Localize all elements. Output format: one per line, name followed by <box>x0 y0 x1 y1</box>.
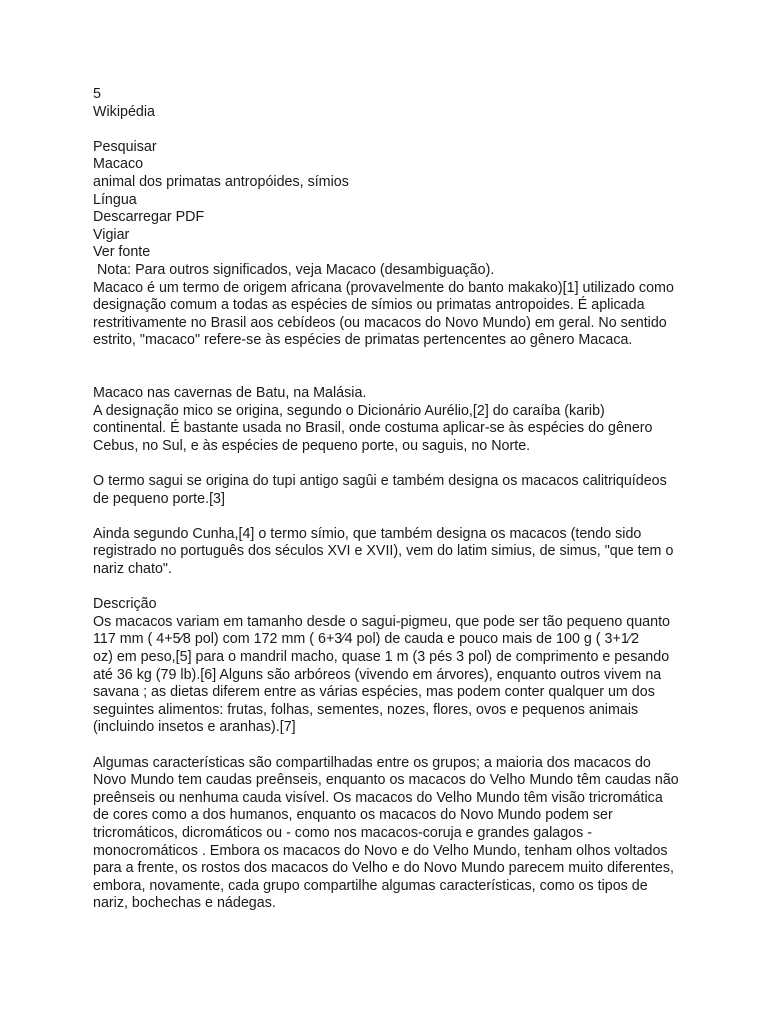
paragraph-line: embora, novamente, cada grupo compartilhe algumas características, como os tipos de <box>93 877 648 894</box>
image-caption: Macaco nas cavernas de Batu, na Malásia. <box>93 385 367 402</box>
spacer <box>93 368 693 386</box>
paragraph-line: estrito, "macaco" refere-se às espécies de primatas pertencentes ao gênero Macaca. <box>93 332 633 349</box>
paragraph-line: restritivamente no Brasil aos cebídeos (ou macacos do Novo Mundo) em geral. No sentido <box>93 314 667 331</box>
spacer <box>93 455 693 473</box>
download-pdf-link[interactable]: Descarregar PDF <box>93 209 205 226</box>
language-link[interactable]: Língua <box>93 191 137 208</box>
mico-paragraph <box>93 403 693 456</box>
paragraph-line: A designação mico se origina, segundo o Dicionário Aurélio,[2] do caraíba (karib) <box>93 402 605 419</box>
paragraph-line: nariz, bochechas e nádegas. <box>93 895 276 912</box>
paragraph-line: até 36 kg (79 lb).[6] Alguns são arbóreos (vivendo em árvores), enquanto outros vivem na <box>93 666 662 683</box>
description-paragraph <box>93 614 693 737</box>
paragraph-line: O termo sagui se origina do tupi antigo sagûi e também designa os macacos calitriquídeos <box>93 473 667 490</box>
characteristics-paragraph <box>93 755 693 913</box>
document-page <box>93 86 693 913</box>
article-subtitle: animal dos primatas antropóides, símios <box>93 173 349 190</box>
paragraph-line: registrado no português dos séculos XVI e XVII), vem do latim simius, de simus, "que tem o <box>93 543 674 560</box>
paragraph-line: continental. É bastante usada no Brasil, onde costuma aplicar-se às espécies do gênero <box>93 420 653 437</box>
watch-link[interactable]: Vigiar <box>93 226 130 243</box>
description-heading: Descrição <box>93 596 157 613</box>
sagui-paragraph <box>93 473 693 508</box>
paragraph-line: savana ; as dietas diferem entre as várias espécies, mas podem conter qualquer um dos <box>93 684 655 701</box>
paragraph-line: Macaco é um termo de origem africana (provavelmente do banto makako)[1] utilizado como <box>93 279 674 296</box>
spacer <box>93 579 693 597</box>
paragraph-line: de pequeno porte.[3] <box>93 490 225 507</box>
paragraph-line: (incluindo insetos e aranhas).[7] <box>93 719 296 736</box>
paragraph-line: de cores como a dos humanos, enquanto os macacos do Novo Mundo podem ser <box>93 807 613 824</box>
paragraph-line: oz) em peso,[5] para o mandril macho, quase 1 m (3 pés 3 pol) de comprimento e pesando <box>93 649 670 665</box>
site-name: Wikipédia <box>93 103 155 120</box>
paragraph-line: designação comum a todas as espécies de símios ou primatas antropoides. É aplicada <box>93 297 645 314</box>
paragraph-line: Cebus, no Sul, e às espécies de pequeno porte, ou saguis, no Norte. <box>93 437 531 454</box>
paragraph-line: Algumas características são compartilhadas entre os grupos; a maioria dos macacos do <box>93 754 651 771</box>
spacer <box>93 737 693 755</box>
paragraph-line: nariz chato". <box>93 561 172 578</box>
intro-paragraph <box>93 280 693 350</box>
paragraph-line: Os macacos variam em tamanho desde o sagui-pigmeu, que pode ser tão pequeno quanto <box>93 613 670 630</box>
paragraph-line: Ainda segundo Cunha,[4] o termo símio, que também designa os macacos (tendo sido <box>93 525 642 542</box>
paragraph-line: seguintes alimentos: frutas, folhas, sementes, nozes, flores, ovos e pequenos animais <box>93 701 639 718</box>
search-link[interactable]: Pesquisar <box>93 138 157 155</box>
paragraph-line: monocromáticos . Embora os macacos do Novo e do Velho Mundo, tenham olhos voltados <box>93 842 668 859</box>
article-title: Macaco <box>93 156 144 173</box>
paragraph-line: Novo Mundo tem caudas preênseis, enquanto os macacos do Velho Mundo têm caudas não <box>93 772 679 789</box>
disambiguation-note: Nota: Para outros significados, veja Macaco (desambiguação). <box>93 261 495 278</box>
simio-paragraph <box>93 526 693 579</box>
spacer <box>93 508 693 526</box>
paragraph-line: preênseis ou nenhuma cauda visível. Os macacos do Velho Mundo têm visão tricromática <box>93 789 663 806</box>
spacer <box>93 121 693 139</box>
page-number: 5 <box>93 86 101 102</box>
view-source-link[interactable]: Ver fonte <box>93 244 151 261</box>
paragraph-line: tricromáticos, dicromáticos ou - como nos macacos-coruja e grandes galagos - <box>93 824 593 841</box>
paragraph-line: para a frente, os rostos dos macacos do Velho e do Novo Mundo parecem muito diferentes, <box>93 860 674 877</box>
paragraph-line: 117 mm ( 4+5⁄8 pol) com 172 mm ( 6+3⁄4 pol) de cauda e pouco mais de 100 g ( 3+1⁄2 <box>93 631 640 648</box>
spacer <box>93 350 693 368</box>
